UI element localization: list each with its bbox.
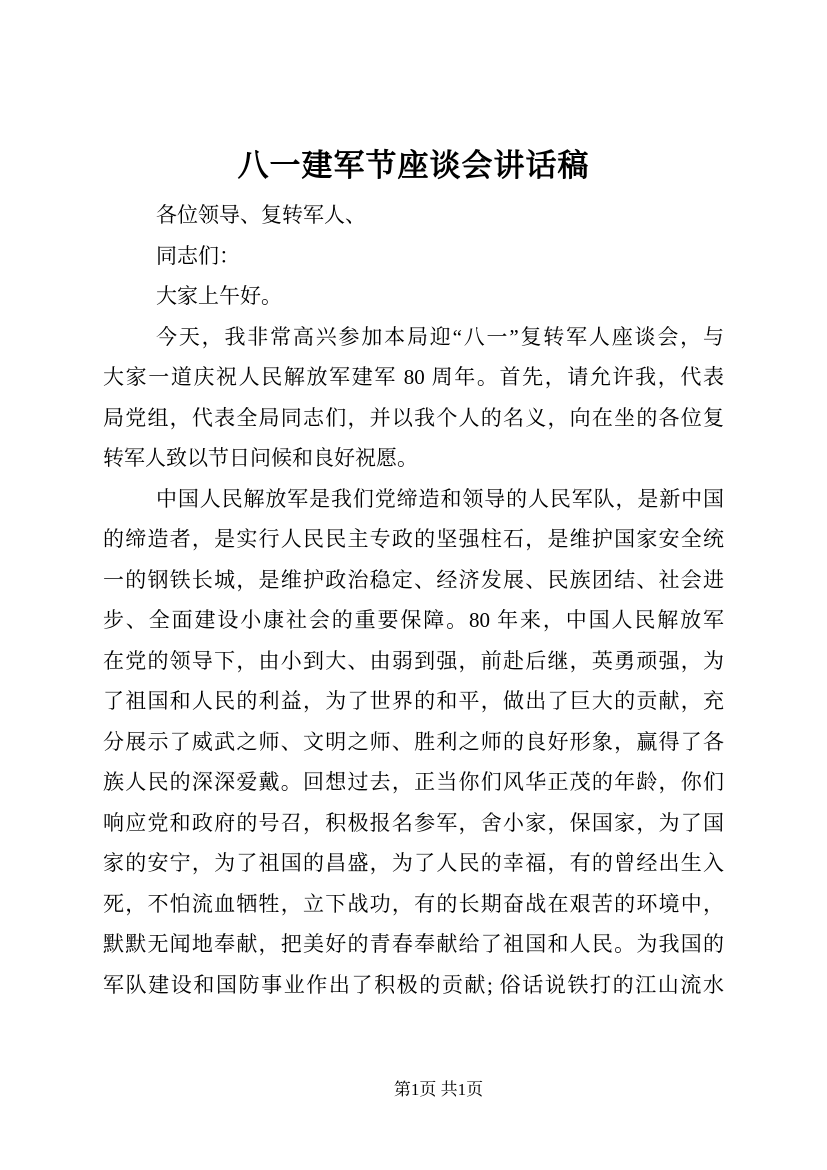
text-line: 的缔造者，是实行人民民主专政的坚强柱石，是维护国家安全统: [103, 527, 724, 551]
text-line: 默默无闻地奉献，把美好的青春奉献给了祖国和人民。为我国的: [103, 932, 724, 956]
text-line: 大家上午好。: [156, 284, 282, 308]
text-line: 步、全面建设小康社会的重要保障。80 年来，中国人民解放军: [103, 608, 724, 632]
text-line: 分展示了威武之师、文明之师、胜利之师的良好形象，赢得了各: [103, 729, 724, 754]
text-line: 家的安宁，为了祖国的昌盛，为了人民的幸福，有的曾经出生入: [103, 851, 724, 875]
text-line: 军队建设和国防事业作出了积极的贡献; 俗话说铁打的江山流水: [103, 972, 724, 997]
text-line: 中国人民解放军是我们党缔造和领导的人民军队，是新中国: [156, 486, 724, 511]
page-number-footer: 第1页 共1页: [393, 1080, 484, 1099]
document-body: [103, 195, 724, 1005]
text-line: 局党组，代表全局同志们，并以我个人的名义，向在坐的各位复: [103, 405, 724, 430]
document-title: 八一建军节座谈会讲话稿: [237, 148, 590, 183]
text-line: 一的钢铁长城，是维护政治稳定、经济发展、民族团结、社会进: [103, 567, 724, 592]
text-line: 了祖国和人民的利益，为了世界的和平，做出了巨大的贡献，充: [103, 689, 724, 713]
text-line: 在党的领导下，由小到大、由弱到强，前赴后继，英勇顽强，为: [103, 648, 724, 673]
text-line: 死，不怕流血牺牲，立下战功，有的长期奋战在艰苦的环境中，: [103, 891, 724, 916]
text-line: 转军人致以节日问候和良好祝愿。: [103, 446, 418, 470]
text-line: 今天，我非常高兴参加本局迎“八一”复转军人座谈会，与: [156, 324, 724, 349]
text-line: 各位领导、复转军人、: [156, 203, 366, 227]
text-line: 响应党和政府的号召，积极报名参军，舍小家，保国家，为了国: [103, 810, 724, 835]
text-line: 大家一道庆祝人民解放军建军 80 周年。首先，请允许我，代表: [103, 365, 724, 389]
text-line: 族人民的深深爱戴。回想过去，正当你们风华正茂的年龄，你们: [103, 770, 724, 794]
text-line: 同志们：: [156, 243, 240, 268]
